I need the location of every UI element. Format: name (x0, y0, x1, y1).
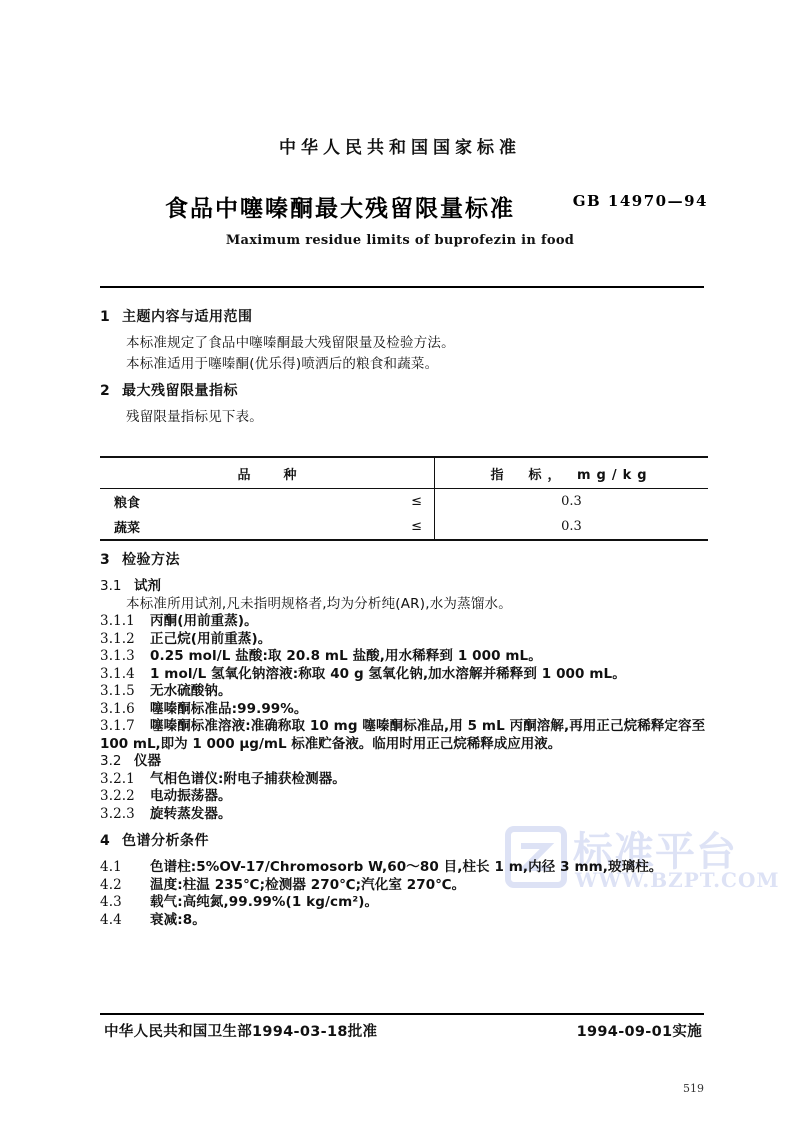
watermark-url: WWW.BZPT.COM (575, 868, 780, 892)
clause-3-1-2-text: 正己烷(用前重蒸)。 (150, 630, 272, 647)
clause-3-1-4-number: 3.1.4 (100, 665, 135, 682)
clause-4-3-number: 4.3 (100, 894, 122, 910)
clause-4-2-text: 温度:柱温 235℃;检测器 270℃;汽化室 270℃。 (150, 876, 466, 893)
clause-3-1-4 (100, 665, 708, 682)
clause-3-title: 检验方法 (122, 552, 180, 568)
clause-3-1-3-number: 3.1.3 (100, 648, 135, 664)
clause-3-2-heading (100, 755, 708, 769)
clause-3-1-7-continuation: 100 mL,即为 1 000 μg/mL 标准贮备液。临用时用正己烷稀释成应用液。 (100, 735, 562, 752)
clause-3-1-1-text: 丙酮(用前重蒸)。 (150, 613, 258, 629)
clause-3-2-2-text: 电动振荡器。 (150, 788, 232, 804)
clause-3-1-7 (100, 720, 708, 734)
table-cell-product: 蔬菜 (100, 514, 372, 540)
clause-3-2-title: 仪器 (134, 753, 161, 769)
footer-divider (100, 1013, 704, 1015)
clause-3-2-3 (100, 805, 708, 822)
clause-3-2-3-number: 3.2.3 (100, 805, 135, 822)
table-header-product: 品 种 (100, 457, 435, 489)
clause-4-1-text: 色谱柱:5%OV-17/Chromosorb W,60～80 目,柱长 1 m,内径 3 mm,玻璃柱。 (150, 859, 663, 875)
header-divider (100, 286, 704, 288)
clause-1-paragraph-1: 本标准规定了食品中噻嗪酮最大残留限量及检验方法。 (126, 335, 455, 351)
clause-4-1-number: 4.1 (100, 859, 122, 875)
clause-1-title: 主题内容与适用范围 (122, 309, 253, 325)
page-title-english: Maximum residue limits of buprofezin in food (225, 233, 575, 248)
footer-approval: 中华人民共和国卫生部1994-03-18批准 (104, 1024, 378, 1040)
clause-3-1-4-text: 1 mol/L 氢氧化钠溶液:称取 40 g 氢氧化钠,加水溶解并稀释到 1 000 mL。 (150, 665, 626, 682)
clause-3-1-6 (100, 700, 708, 717)
residue-limits-table (100, 456, 708, 541)
document-body (100, 310, 708, 425)
clause-3-1-2 (100, 630, 708, 647)
clause-3-1-3-text: 0.25 mol/L 盐酸:取 20.8 mL 盐酸,用水稀释到 1 000 mL。 (150, 648, 542, 664)
footer-implementation: 1994-09-01实施 (576, 1024, 702, 1040)
clause-3-2-1-number: 3.2.1 (100, 770, 135, 787)
clause-3-1-heading (100, 580, 708, 594)
clause-3-1-7-text: 噻嗪酮标准溶液:准确称取 10 mg 噻嗪酮标准品,用 5 mL 丙酮溶解,再用正己烷稀释定容至 (150, 718, 706, 734)
clause-4-4 (100, 911, 708, 928)
table-cell-value: 0.3 (435, 514, 709, 540)
clause-4-4-number: 4.4 (100, 911, 122, 928)
watermark-brand: 标准平台 (573, 829, 737, 875)
clause-3-1-6-text: 噻嗪酮标准品:99.99%。 (150, 700, 308, 717)
clause-1-heading (100, 310, 708, 324)
clause-3-2-1 (100, 770, 708, 787)
table-cell-operator: ≤ (372, 514, 435, 540)
table-cell-operator: ≤ (411, 494, 422, 509)
clause-3-1-3 (100, 650, 708, 664)
clause-3-1-intro: 本标准所用试剂,凡未指明规格者,均为分析纯(AR),水为蒸馏水。 (126, 595, 512, 612)
clause-3-1-7-number: 3.1.7 (100, 718, 135, 734)
clause-3-1-number: 3.1 (100, 578, 122, 594)
clause-4-2-number: 4.2 (100, 876, 122, 893)
clause-4-heading (100, 834, 708, 848)
clause-2-paragraph-1: 残留限量指标见下表。 (126, 409, 263, 425)
clause-4-3 (100, 896, 708, 910)
clause-3-1-title: 试剂 (134, 578, 161, 594)
clause-3-number: 3 (100, 552, 111, 568)
clause-2-title: 最大残留限量指标 (122, 383, 238, 399)
clause-3-1-5 (100, 685, 708, 699)
clause-3-2-2 (100, 790, 708, 804)
clause-4-4-text: 衰减:8。 (150, 911, 206, 928)
clause-2-number: 2 (100, 383, 111, 399)
table-cell-value: 0.3 (435, 489, 709, 515)
clause-3-2-1-text: 气相色谱仪:附电子捕获检测器。 (150, 770, 346, 787)
clause-4-2 (100, 876, 708, 893)
clause-3-2-number: 3.2 (100, 753, 122, 769)
table-header-index: 指 标， mg/kg (435, 457, 709, 489)
clause-3-1-2-number: 3.1.2 (100, 630, 135, 647)
table-cell-product: 粮食 (114, 496, 141, 511)
clause-3-1-1-number: 3.1.1 (100, 613, 135, 629)
clause-2-heading (100, 384, 708, 398)
clause-3-2-3-text: 旋转蒸发器。 (150, 805, 232, 822)
clause-3-heading (100, 553, 708, 567)
clause-3-1-5-text: 无水硫酸钠。 (150, 683, 232, 699)
clause-3-1-6-number: 3.1.6 (100, 700, 135, 717)
clause-1-paragraph-2: 本标准适用于噻嗪酮(优乐得)喷洒后的粮食和蔬菜。 (126, 355, 439, 372)
clause-4-number: 4 (100, 833, 111, 849)
table-header-row (100, 457, 708, 489)
page-number: 519 (683, 1082, 704, 1095)
clause-4-title: 色谱分析条件 (122, 833, 209, 849)
table-row (100, 514, 708, 540)
clause-3-1-5-number: 3.1.5 (100, 683, 135, 699)
clause-4-1 (100, 861, 708, 875)
standard-authority: 中华人民共和国国家标准 (279, 138, 521, 158)
clause-3-2-2-number: 3.2.2 (100, 788, 135, 804)
document-body-lower (100, 553, 708, 927)
standard-number: GB 14970—94 (572, 192, 708, 210)
clause-4-3-text: 载气:高纯氮,99.99%(1 kg/cm²)。 (150, 894, 379, 910)
page-title: 食品中噻嗪酮最大残留限量标准 (165, 196, 515, 222)
clause-3-1-1 (100, 615, 708, 629)
table-row (100, 489, 708, 515)
clause-1-number: 1 (100, 309, 111, 325)
